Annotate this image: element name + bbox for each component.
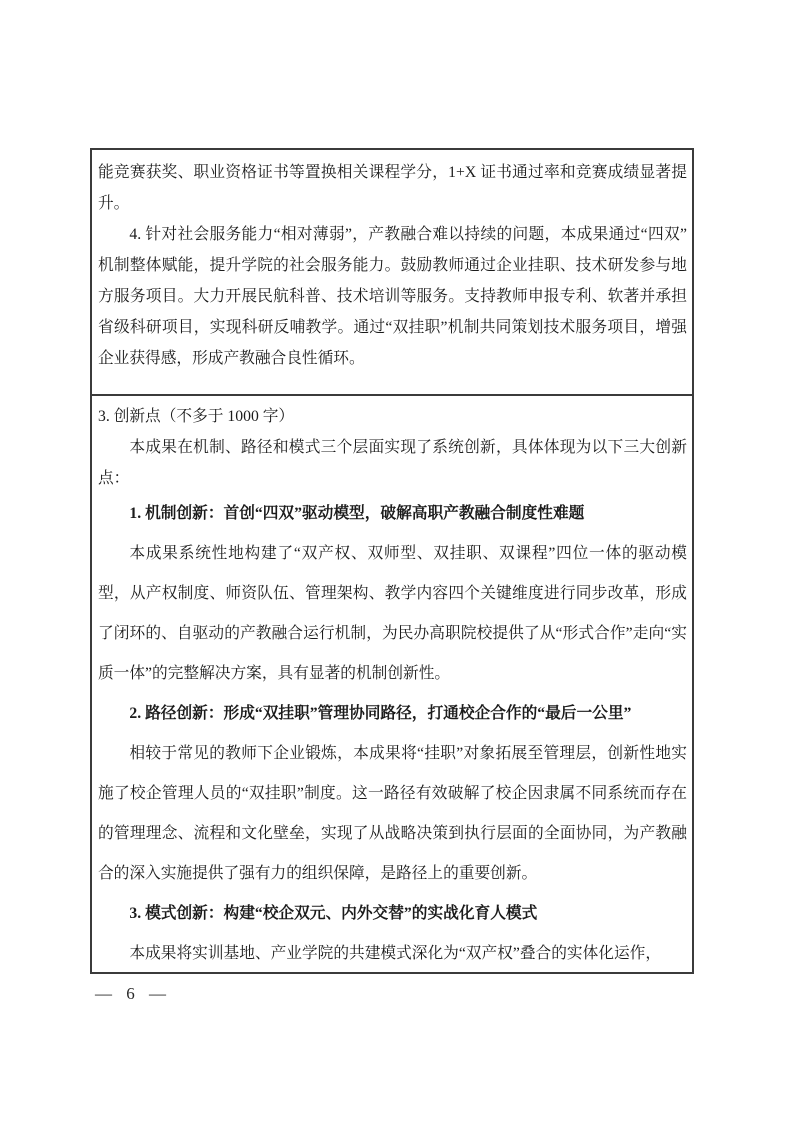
paragraph-social-service: 4. 针对社会服务能力“相对薄弱”，产教融合难以持续的问题，本成果通过“四双”机制整体赋能，提升学院的社会服务能力。鼓励教师通过企业挂职、技术研发参与地方服务项目。大力开展民航科普、技术培训等服务。支持教师申报专利、软著并承担省级科研项目，实现科研反哺教学。通过“双挂职”机制共同策划技术服务项目，增强企业获得感，形成产教融合良性循环。 bbox=[98, 226, 687, 367]
form-table bbox=[90, 148, 694, 974]
paragraph-continuation: 能竞赛获奖、职业资格证书等置换相关课程学分，1+X 证书通过率和竞赛成绩显著提升。 bbox=[98, 164, 687, 212]
paragraph-path-innovation: 相较于常见的教师下企业锻炼，本成果将“挂职”对象拓展至管理层，创新性地实施了校企管理人员的“双挂职”制度。这一路径有效破解了校企因隶属不同系统而存在的管理理念、流程和文化壁垒，实现了从战略决策到执行层面的全面协同，为产教融合的深入实施提供了强有力的组织保障，是路径上的重要创新。 bbox=[98, 745, 687, 882]
heading-mechanism-innovation: 1. 机制创新：首创“四双”驱动模型，破解高职产教融合制度性难题 bbox=[129, 505, 585, 522]
paragraph-innovation-intro: 本成果在机制、路径和模式三个层面实现了系统创新，具体体现为以下三大创新点： bbox=[98, 439, 687, 487]
table-cell-innovation-points bbox=[92, 396, 692, 972]
heading-mode-innovation: 3. 模式创新：构建“校企双元、内外交替”的实战化育人模式 bbox=[129, 905, 538, 922]
paragraph-mechanism-innovation: 本成果系统性地构建了“双产权、双师型、双挂职、双课程”四位一体的驱动模型，从产权制度、师资队伍、管理架构、教学内容四个关键维度进行同步改革，形成了闭环的、自驱动的产教融合运行机制，为民办高职院校提供了从“形式合作”走向“实质一体”的完整解决方案，具有显著的机制创新性。 bbox=[98, 545, 687, 682]
table-cell-social-service bbox=[92, 150, 692, 396]
section-title-innovation-points: 3. 创新点（不多于 1000 字） bbox=[98, 408, 295, 425]
heading-path-innovation: 2. 路径创新：形成“双挂职”管理协同路径，打通校企合作的“最后一公里” bbox=[129, 705, 632, 722]
page-number: — 6 — bbox=[95, 984, 166, 1003]
paragraph-mode-innovation: 本成果将实训基地、产业学院的共建模式深化为“双产权”叠合的实体化运作， bbox=[129, 945, 662, 962]
